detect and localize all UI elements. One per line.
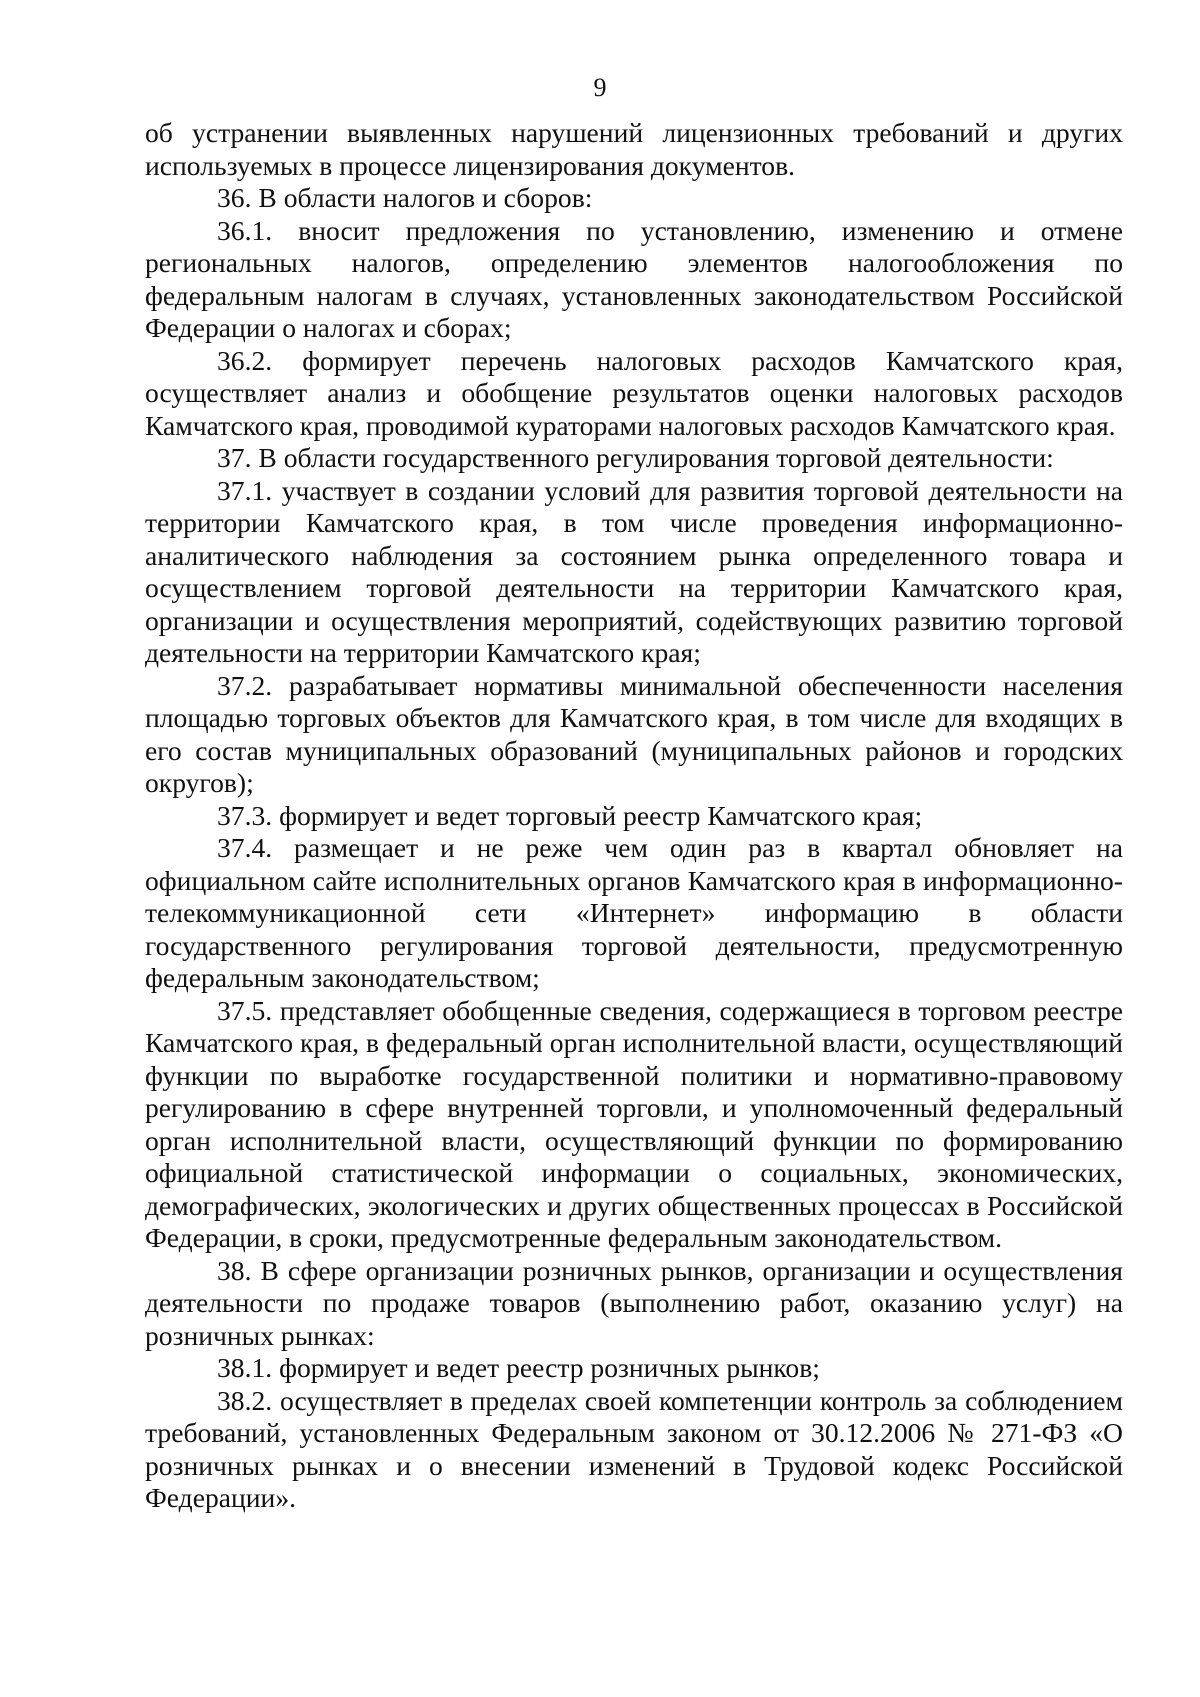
- paragraph-37-1: 37.1. участвует в создании условий для развития торговой деятельности на территории Камчатского края, в том числе проведения информационно-аналитического наблюдения за состоянием рынка определенного товара и осуществлением торговой деятельности на территории Камчатского края, организации и осуществления мероприятий, содействующих развитию торговой деятельности на территории Камчатского края;: [145, 474, 1123, 668]
- paragraph-37-heading: 37. В области государственного регулирования торговой деятельности:: [217, 442, 1054, 473]
- paragraph-continuation: об устранении выявленных нарушений лицензионных требований и других используемых в процессе лицензирования документов.: [145, 117, 1123, 181]
- paragraph-37-4: 37.4. размещает и не реже чем один раз в квартал обновляет на официальном сайте исполнительных органов Камчатского края в информационно-телекоммуникационной сети «Интернет» информацию в области государственного регулирования торговой деятельности, предусмотренную федеральным законодательством;: [145, 832, 1123, 993]
- paragraph-38-1: 38.1. формирует и ведет реестр розничных рынков;: [217, 1352, 820, 1383]
- paragraph-37-5: 37.5. представляет обобщенные сведения, содержащиеся в торговом реестре Камчатского края, в федеральный орган исполнительной власти, осуществляющий функции по выработке государственной политики и нормативно-правовому регулированию в сфере внутренней торговли, и уполномоченный федеральный орган исполнительной власти, осуществляющий функции по формированию официальной статистической информации о социальных, экономических, демографических, экологических и других общественных процессах в Российской Федерации, в сроки, предусмотренные федеральным законодательством.: [145, 994, 1123, 1253]
- paragraph-38-heading: 38. В сфере организации розничных рынков, организации и осуществления деятельности по продаже товаров (выполнению работ, оказанию услуг) на розничных рынках:: [145, 1254, 1123, 1351]
- paragraph-37-2: 37.2. разрабатывает нормативы минимальной обеспеченности населения площадью торговых объектов для Камчатского края, в том числе для входящих в его состав муниципальных образований (муниципальных районов и городских округов);: [145, 669, 1123, 798]
- paragraph-37-3: 37.3. формирует и ведет торговый реестр Камчатского края;: [217, 799, 923, 831]
- paragraph-36-2: 36.2. формирует перечень налоговых расходов Камчатского края, осуществляет анализ и обобщение результатов оценки налоговых расходов Камчатского края, проводимой кураторами налоговых расходов Камчатского края.: [145, 344, 1123, 441]
- paragraph-36-1: 36.1. вносит предложения по установлению, изменению и отмене региональных налогов, определению элементов налогообложения по федеральным налогам в случаях, установленных законодательством Российской Федерации о налогах и сборах;: [145, 214, 1123, 343]
- document-body: [145, 117, 1123, 1515]
- paragraph-36-heading: 36. В области налогов и сборов:: [217, 182, 593, 213]
- page-number: 9: [593, 73, 607, 102]
- paragraph-38-2: 38.2. осуществляет в пределах своей компетенции контроль за соблюдением требований, установленных Федеральным законом от 30.12.2006 № 271-ФЗ «О розничных рынках и о внесении изменений в Трудовой кодекс Российской Федерации».: [145, 1384, 1123, 1513]
